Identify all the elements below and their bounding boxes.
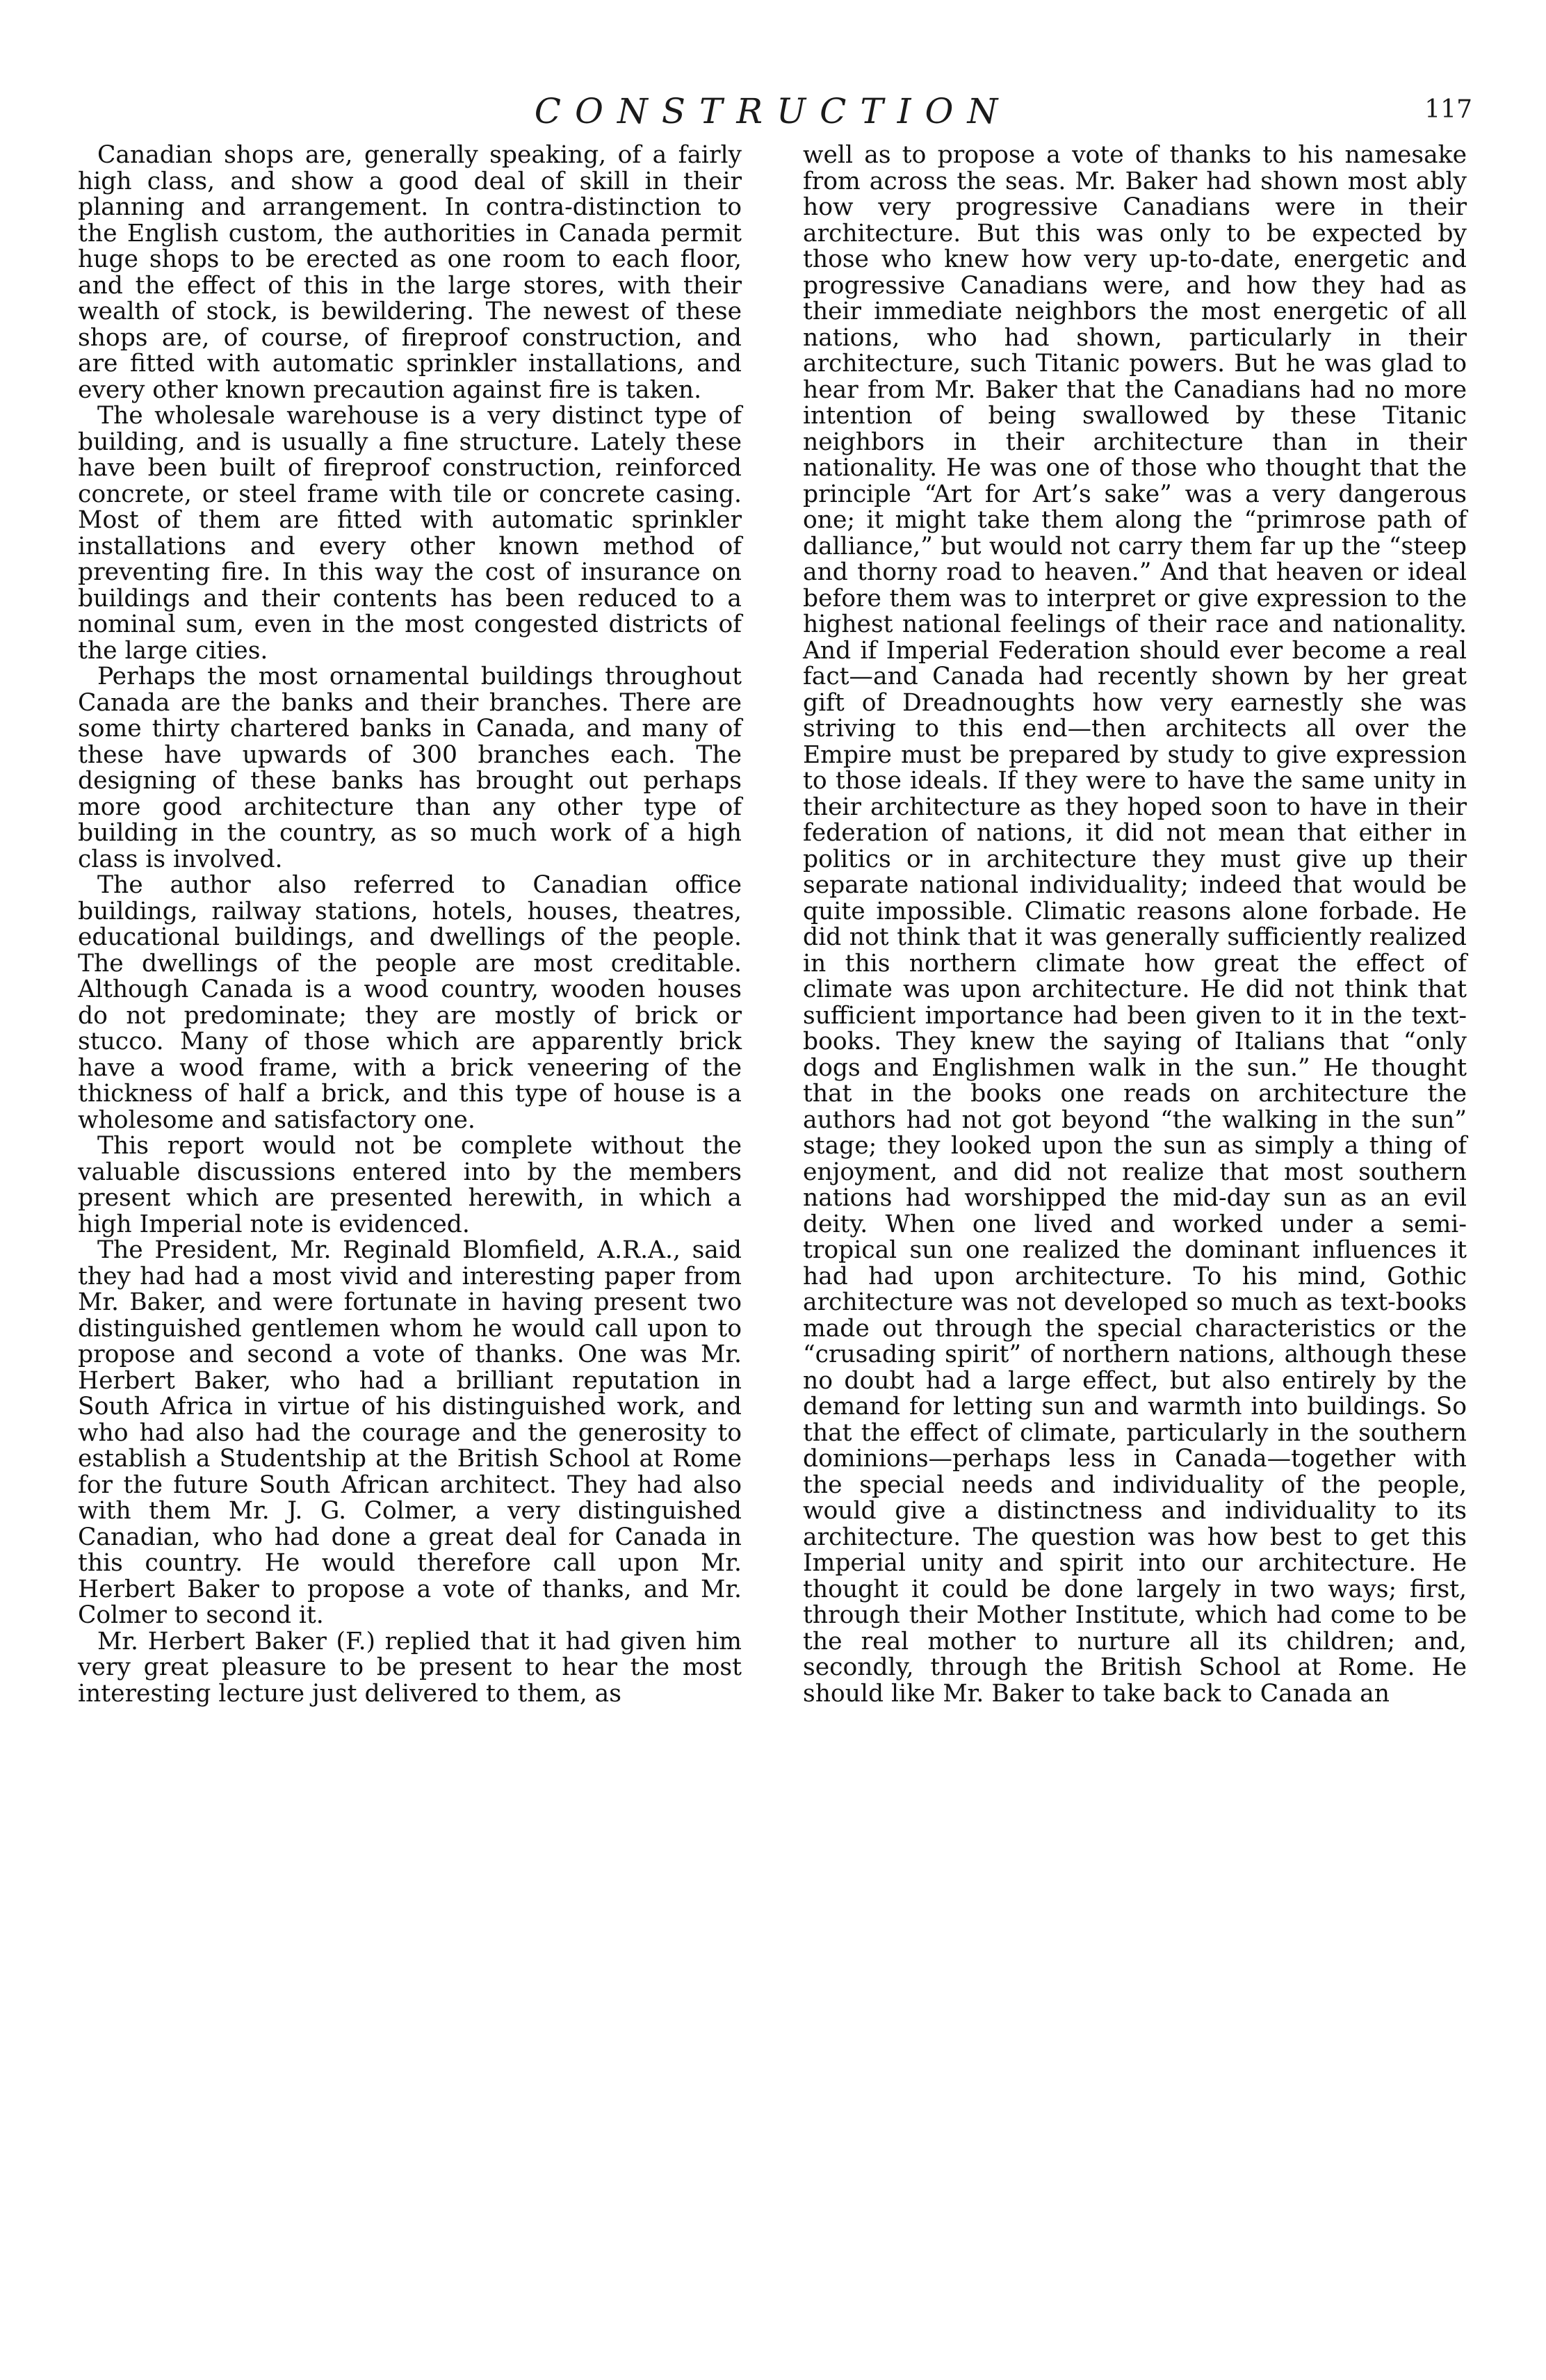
journal-title: CONSTRUCTION — [534, 91, 1012, 131]
page-number: 117 — [1424, 95, 1472, 124]
right-column — [803, 143, 1467, 1707]
page-header — [0, 83, 1546, 139]
paragraph: The wholesale warehouse is a very distinct type of building, and is usually a fine structure. Lately these have been built of fireproof construction, reinforced concrete, or steel frame with tile or concrete casing. Most of them are fitted with automatic sprinkler installations and every other known method of preventing fire. In this way the cost of insurance on buildings and their contents has been reduced to a nominal sum, even in the most congested districts of the large cities. — [78, 402, 742, 665]
paragraph: Mr. Herbert Baker (F.) replied that it had given him very great pleasure to be present to hear the most interesting lecture just delivered to them, as — [78, 1627, 742, 1708]
paragraph: Perhaps the most ornamental buildings throughout Canada are the banks and their branches. There are some thirty chartered banks in Canada, and many of these have upwards of 300 branches each. The designing of these banks has brought out perhaps more good architecture than any other type of building in the country, as so much work of a high class is involved. — [78, 663, 742, 873]
paragraph: Canadian shops are, generally speaking, of a fairly high class, and show a good deal of skill in their planning and arrangement. In contra-distinction to the English custom, the authorities in Canada permit huge shops to be erected as one room to each floor, and the effect of this in the large stores, with their wealth of stock, is bewildering. The newest of these shops are, of course, of fireproof construction, and are fitted with automatic sprinkler installations, and every other known precaution against fire is taken. — [78, 141, 742, 404]
paragraph: This report would not be complete without the valuable discussions entered into by the members present which are presented herewith, in which a high Imperial note is evidenced. — [78, 1132, 742, 1238]
paragraph: The President, Mr. Reginald Blomfield, A.R.A., said they had had a most vivid and interesting paper from Mr. Baker, and were fortunate in having present two distinguished gentlemen whom he would call upon to propose and second a vote of thanks. One was Mr. Herbert Baker, who had a brilliant reputation in South Africa in virtue of his distinguished work, and who had also had the courage and the generosity to establish a Studentship at the British School at Rome for the future South African architect. They had also with them Mr. J. G. Colmer, a very distinguished Canadian, who had done a great deal for Canada in this country. He would therefore call upon Mr. Herbert Baker to propose a vote of thanks, and Mr. Colmer to second it. — [78, 1236, 742, 1629]
paragraph: well as to propose a vote of thanks to his namesake from across the seas. Mr. Baker had shown most ably how very progressive Canadians were in their architecture. But this was only to be expected by those who knew how very up-to-date, energetic and progressive Canadians were, and how they had as their immediate neighbors the most energetic of all nations, who had shown, particularly in their architecture, such Titanic powers. But he was glad to hear from Mr. Baker that the Canadians had no more intention of being swallowed by these Titanic neighbors in their architecture than in their nationality. He was one of those who thought that the principle “Art for Art’s sake” was a very dangerous one; it might take them along the “primrose path of dalliance,” but would not carry them far up the “steep and thorny road to heaven.” And that heaven or ideal before them was to interpret or give expression to the highest national feelings of their race and nationality. And if Imperial Federation should ever become a real fact—and Canada had recently shown by her great gift of Dreadnoughts how very earnestly she was striving to this end—then architects all over the Empire must be prepared by study to give expression to those ideals. If they were to have the same unity in their architecture as they hoped soon to have in their federation of nations, it did not mean that either in politics or in architecture they must give up their separate national individuality; indeed that would be quite impossible. Climatic reasons alone forbade. He did not think that it was generally sufficiently realized in this northern climate how great the effect of climate was upon architecture. He did not think that sufficient importance had been given to it in the text-books. They knew the saying of Italians that “only dogs and Englishmen walk in the sun.” He thought that in the books one reads on architecture the authors had not got beyond “the walking in the sun” stage; they looked upon the sun as simply a thing of enjoyment, and did not realize that most southern nations had worshipped the mid-day sun as an evil deity. When one lived and worked under a semi-tropical sun one realized the dominant influences it had had upon architecture. To his mind, Gothic architecture was not developed so much as text-books made out through the special characteristics or the “crusading spirit” of northern nations, although these no doubt had a large effect, but also entirely by the demand for letting sun and warmth into buildings. So that the effect of climate, particularly in the southern dominions—perhaps less in Canada—together with the special needs and individuality of the people, would give a distinctness and individuality to its architecture. The question was how best to get this Imperial unity and spirit into our architecture. He thought it could be done largely in two ways; first, through their Mother Institute, which had come to be the real mother to nurture all its children; and, secondly, through the British School at Rome. He should like Mr. Baker to take back to Canada an — [803, 141, 1467, 1708]
paragraph: The author also referred to Canadian office buildings, railway stations, hotels, houses, theatres, educational buildings, and dwellings of the people. The dwellings of the people are most creditable. Although Canada is a wood country, wooden houses do not predominate; they are mostly of brick or stucco. Many of those which are apparently brick have a wood frame, with a brick veneering of the thickness of half a brick, and this type of house is a wholesome and satisfactory one. — [78, 871, 742, 1134]
left-column — [78, 143, 742, 1707]
